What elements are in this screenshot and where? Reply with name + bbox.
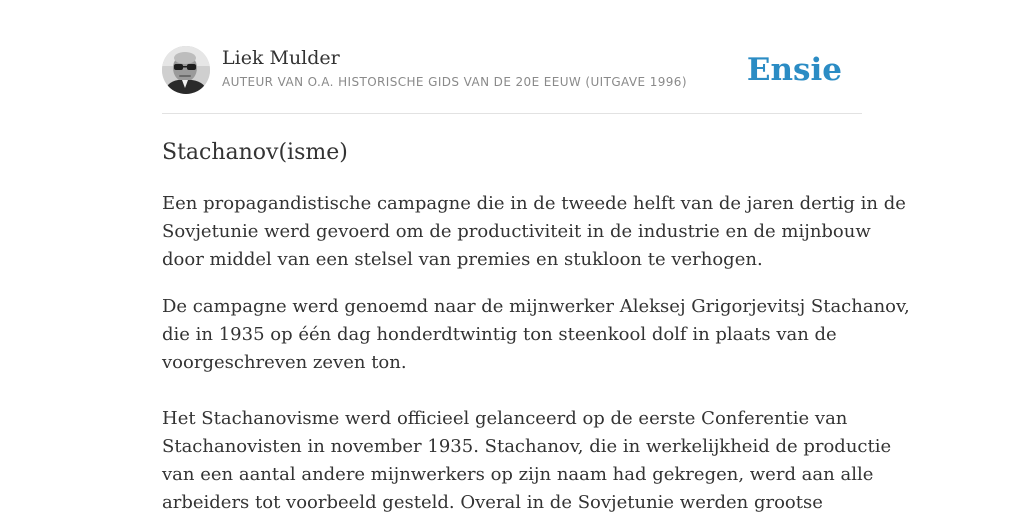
paragraph-line: Een propagandistische campagne die in de tweede helft van de jaren dertig in de	[162, 193, 906, 214]
paragraph-line: arbeiders tot voorbeeld gesteld. Overal in de Sovjetunie werden grootse	[162, 492, 823, 512]
author-name[interactable]: Liek Mulder	[222, 47, 340, 69]
paragraph-line: van een aantal andere mijnwerkers op zijn naam had gekregen, werd aan alle	[162, 464, 874, 485]
paragraph-line: door middel van een stelsel van premies en stukloon te verhogen.	[162, 249, 763, 270]
header-divider	[162, 113, 862, 114]
article-title: Stachanov(isme)	[162, 140, 348, 165]
paragraph-line: De campagne werd genoemd naar de mijnwerker Aleksej Grigorjevitsj Stachanov,	[162, 296, 910, 317]
paragraph-line: Het Stachanovisme werd officieel gelanceerd op de eerste Conferentie van	[162, 408, 848, 429]
person-portrait-icon	[162, 46, 210, 94]
author-subtitle: AUTEUR VAN O.A. HISTORISCHE GIDS VAN DE 20E EEUW (UITGAVE 1996)	[222, 75, 687, 89]
paragraph-3	[162, 405, 892, 512]
paragraph-1	[162, 190, 906, 274]
author-avatar[interactable]	[162, 46, 210, 94]
paragraph-2	[162, 293, 910, 377]
brand-logo[interactable]: Ensie	[746, 52, 842, 88]
paragraph-line: Sovjetunie werd gevoerd om de productiviteit in de industrie en de mijnbouw	[162, 221, 871, 242]
paragraph-line: die in 1935 op één dag honderdtwintig ton steenkool dolf in plaats van de	[162, 324, 837, 345]
author-header	[162, 46, 862, 96]
paragraph-line: Stachanovisten in november 1935. Stachanov, die in werkelijkheid de productie	[162, 436, 892, 457]
paragraph-line: voorgeschreven zeven ton.	[162, 352, 407, 373]
article-body	[162, 190, 910, 512]
